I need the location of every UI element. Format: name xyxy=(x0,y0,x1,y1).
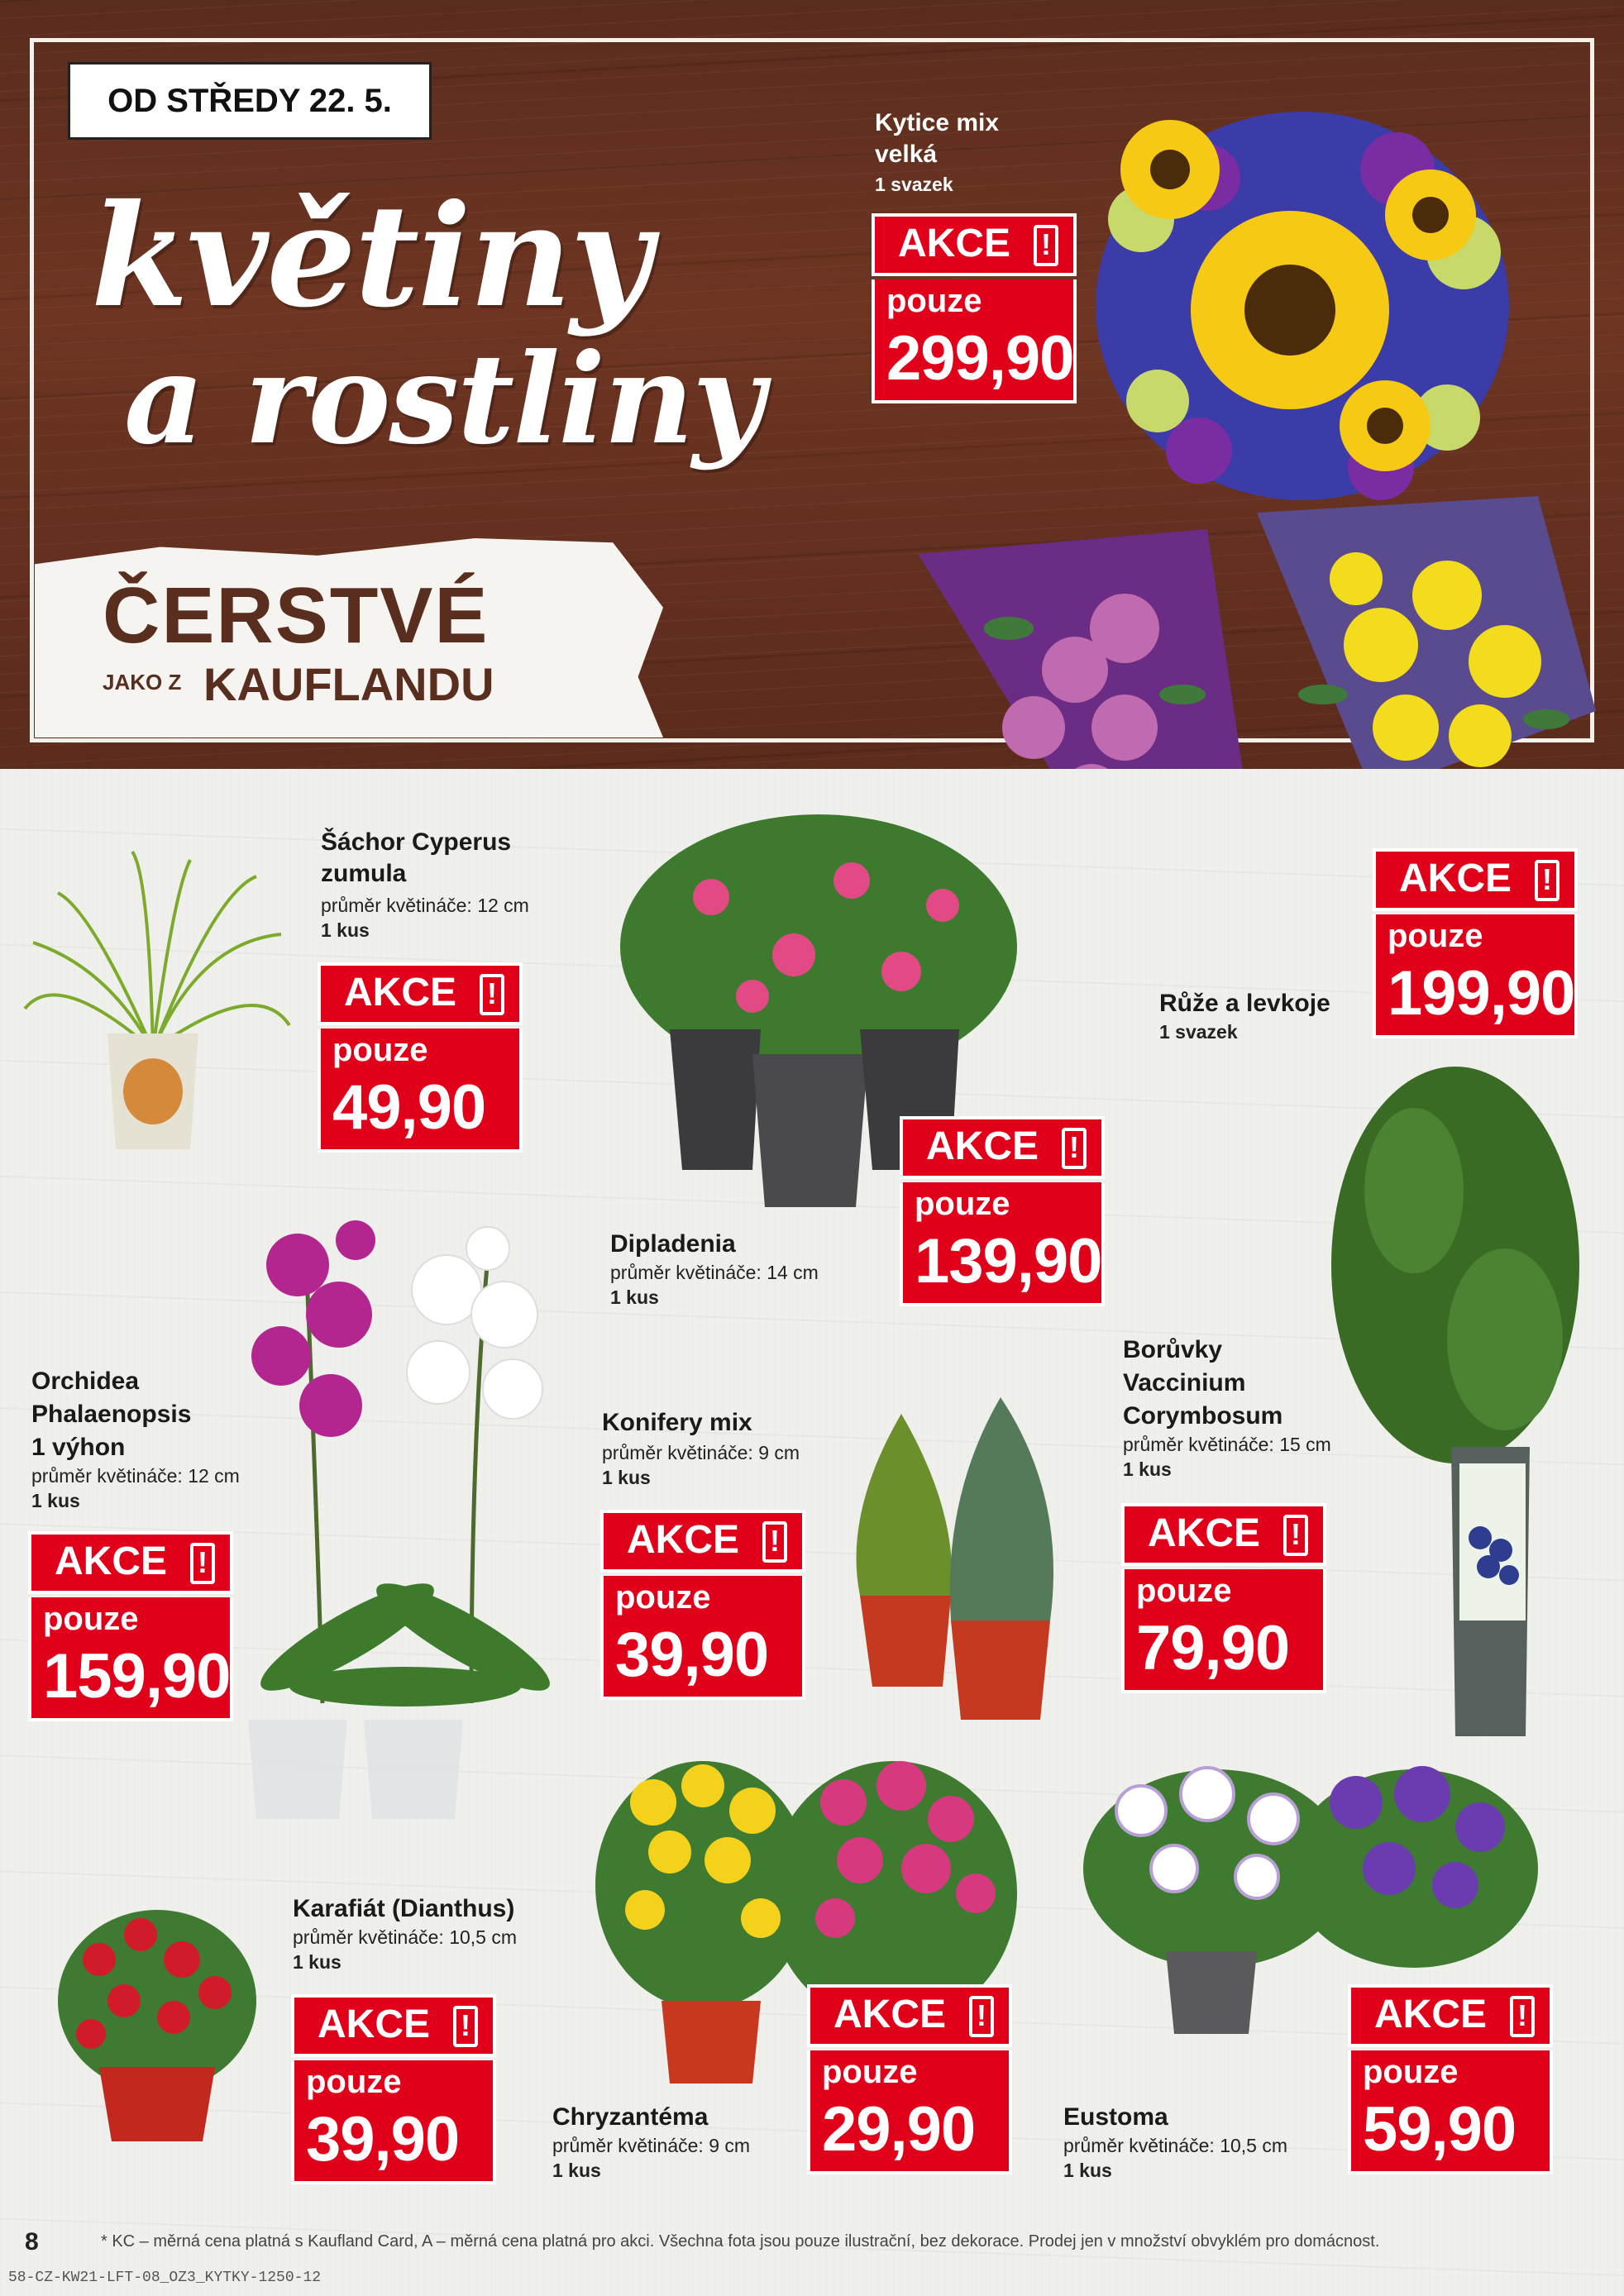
orchidea-price-tag xyxy=(28,1531,233,1721)
carnation-plant-image xyxy=(50,1902,265,2141)
conifer-plant-image xyxy=(827,1389,1075,1720)
pouze-label: pouze xyxy=(915,1186,1010,1222)
akce-label: AKCE ! xyxy=(291,1994,496,2057)
slogan-kauflandu: KAUFLANDU xyxy=(203,658,494,710)
footnote: * KC – měrná cena platná s Kaufland Card, A – měrná cena platná pro akci. Všechna fota jsou pouze ilustrační, bez dekorace. Prodej jen v množství obvyklém pro domácnost. xyxy=(101,2232,1380,2251)
eustoma-price: 59,90 xyxy=(1363,2094,1517,2165)
ruze-price: 199,90 xyxy=(1388,958,1575,1029)
boruvky-price-tag xyxy=(1121,1503,1326,1693)
dipladenia-name: Dipladenia xyxy=(610,1230,736,1258)
pouze-label: pouze xyxy=(306,2064,402,2100)
date-badge: OD STŘEDY 22. 5. xyxy=(68,62,432,140)
karafiat-pot: průměr květináče: 10,5 cm xyxy=(293,1926,518,1948)
exclamation-icon: ! xyxy=(1062,1128,1087,1169)
price-box xyxy=(872,279,1077,403)
price-box xyxy=(600,1576,805,1700)
pouze-label: pouze xyxy=(1388,918,1483,954)
akce-label: AKCE ! xyxy=(872,213,1077,276)
orchid-plant-image xyxy=(223,1191,571,1819)
akce-label: AKCE ! xyxy=(318,962,523,1025)
akce-label: AKCE ! xyxy=(1373,848,1578,911)
exclamation-icon: ! xyxy=(453,2006,478,2047)
karafiat-qty: 1 kus xyxy=(293,1951,342,1973)
eustoma-name: Eustoma xyxy=(1063,2103,1168,2131)
kytice-name-line1: Kytice mix xyxy=(875,109,1000,136)
page-number: 8 xyxy=(25,2228,39,2255)
sachor-price: 49,90 xyxy=(332,1072,486,1143)
exclamation-icon: ! xyxy=(969,1996,994,2037)
dipladenia-price-tag xyxy=(900,1116,1105,1306)
boruvky-name-line2: Vaccinium xyxy=(1123,1369,1246,1396)
konifery-price-tag xyxy=(600,1510,805,1700)
eustoma-qty: 1 kus xyxy=(1063,2160,1112,2181)
boruvky-price: 79,90 xyxy=(1136,1613,1290,1683)
exclamation-icon: ! xyxy=(190,1543,215,1584)
price-box xyxy=(1121,1569,1326,1693)
akce-label: AKCE ! xyxy=(28,1531,233,1594)
exclamation-icon: ! xyxy=(1510,1996,1535,2037)
page-code: 58-CZ-KW21-LFT-08_OZ3_KYTKY-1250-12 xyxy=(8,2270,322,2286)
chryzantema-price: 29,90 xyxy=(822,2094,976,2165)
dipladenia-pot: průměr květináče: 14 cm xyxy=(610,1262,819,1283)
akce-label: AKCE ! xyxy=(1121,1503,1326,1566)
eustoma-pot: průměr květináče: 10,5 cm xyxy=(1063,2135,1288,2156)
sachor-pot: průměr květináče: 12 cm xyxy=(321,895,529,916)
pouze-label: pouze xyxy=(332,1032,428,1068)
orchidea-name-line1: Orchidea xyxy=(31,1368,140,1395)
price-box xyxy=(28,1597,233,1721)
akce-label: AKCE ! xyxy=(900,1116,1105,1179)
exclamation-icon: ! xyxy=(1535,860,1560,901)
akce-label: AKCE ! xyxy=(1348,1984,1553,2047)
akce-label: AKCE ! xyxy=(600,1510,805,1573)
sachor-qty: 1 kus xyxy=(321,919,370,941)
sachor-price-tag xyxy=(318,962,523,1153)
pouze-label: pouze xyxy=(43,1601,139,1637)
exclamation-icon: ! xyxy=(1034,225,1058,266)
chryzantema-name: Chryzantéma xyxy=(552,2103,709,2131)
pouze-label: pouze xyxy=(822,2054,918,2090)
price-box xyxy=(807,2050,1012,2174)
karafiat-price: 39,90 xyxy=(306,2104,460,2174)
exclamation-icon: ! xyxy=(480,974,504,1015)
pouze-label: pouze xyxy=(1136,1573,1232,1609)
kytice-price-tag xyxy=(872,213,1077,403)
chryzantema-qty: 1 kus xyxy=(552,2160,601,2181)
sachor-name-line2: zumula xyxy=(321,860,407,887)
konifery-price: 39,90 xyxy=(615,1620,769,1690)
pouze-label: pouze xyxy=(615,1579,711,1616)
kytice-price: 299,90 xyxy=(886,323,1074,394)
karafiat-price-tag xyxy=(291,1994,496,2184)
chryzantema-price-tag xyxy=(807,1984,1012,2174)
kytice-qty: 1 svazek xyxy=(875,174,953,195)
hero-title-line1: květiny xyxy=(91,174,651,339)
boruvky-name-line1: Borůvky xyxy=(1123,1336,1223,1363)
orchidea-pot: průměr květináče: 12 cm xyxy=(31,1465,240,1487)
boruvky-name-line3: Corymbosum xyxy=(1123,1402,1283,1430)
hero-banner xyxy=(0,0,1624,769)
ruze-name: Růže a levkoje xyxy=(1159,990,1330,1017)
karafiat-name: Karafiát (Dianthus) xyxy=(293,1895,515,1922)
orchidea-price: 159,90 xyxy=(43,1641,231,1711)
akce-label: AKCE ! xyxy=(807,1984,1012,2047)
dipladenia-qty: 1 kus xyxy=(610,1286,659,1308)
hero-title-line2: a rostliny xyxy=(124,327,763,472)
price-box xyxy=(1348,2050,1553,2174)
exclamation-icon: ! xyxy=(1283,1515,1308,1556)
chryzantema-pot: průměr květináče: 9 cm xyxy=(552,2135,751,2156)
ruze-price-tag xyxy=(1373,848,1578,1038)
boruvky-qty: 1 kus xyxy=(1123,1458,1172,1480)
sachor-name-line1: Šáchor Cyperus xyxy=(321,828,512,856)
pouze-label: pouze xyxy=(1363,2054,1459,2090)
ruze-qty: 1 svazek xyxy=(1159,1021,1238,1043)
konifery-pot: průměr květináče: 9 cm xyxy=(602,1442,800,1463)
price-box xyxy=(318,1029,523,1153)
slogan-cerstve: ČERSTVÉ xyxy=(103,571,490,660)
price-box xyxy=(1373,914,1578,1038)
orchidea-qty: 1 kus xyxy=(31,1490,80,1511)
bouquet-sunflower-image xyxy=(1083,103,1521,508)
kytice-name-line2: velká xyxy=(875,141,938,168)
dipladenia-price: 139,90 xyxy=(915,1226,1102,1296)
orchidea-name-line3: 1 výhon xyxy=(31,1434,126,1461)
cyperus-plant-image xyxy=(8,843,298,1158)
pouze-label: pouze xyxy=(886,283,982,319)
price-box xyxy=(291,2060,496,2184)
orchidea-name-line2: Phalaenopsis xyxy=(31,1401,192,1428)
konifery-qty: 1 kus xyxy=(602,1467,651,1488)
price-box xyxy=(900,1182,1105,1306)
boruvky-pot: průměr květináče: 15 cm xyxy=(1123,1434,1331,1455)
slogan-jako-z: JAKO Z xyxy=(103,670,182,695)
blueberry-plant-image xyxy=(1315,1058,1596,1736)
exclamation-icon: ! xyxy=(762,1521,787,1563)
eustoma-price-tag xyxy=(1348,1984,1553,2174)
konifery-name: Konifery mix xyxy=(602,1409,752,1436)
